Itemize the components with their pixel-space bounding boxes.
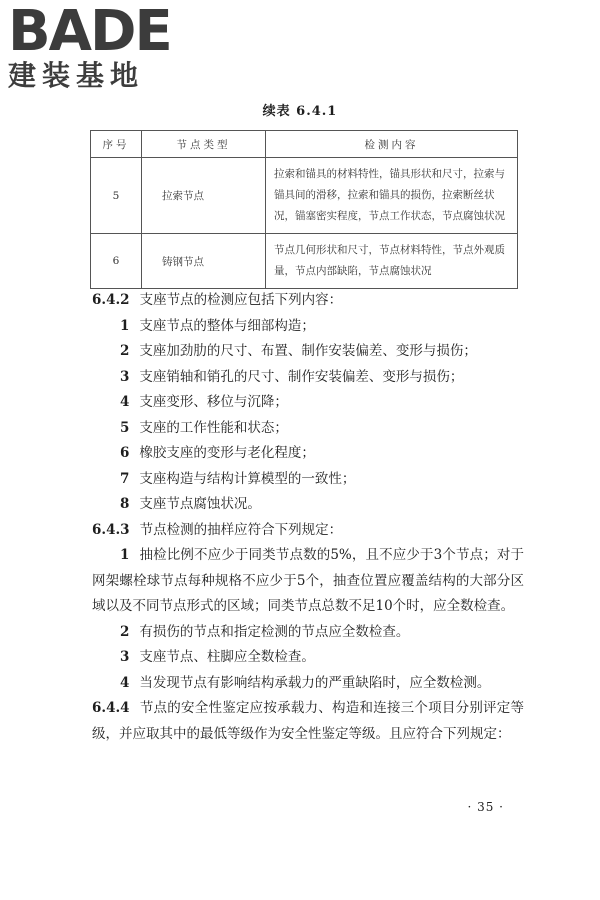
- clause-6-4-2: [92, 288, 524, 314]
- row-num: 5: [91, 158, 142, 234]
- item-text: 支座变形、移位与沉降；: [139, 394, 288, 410]
- clause-text: 节点的安全性鉴定应按承载力、构造和连接三个项目分别评定等级，并应取其中的最低等级作为安全性鉴定等级。且应符合下列规定：: [92, 700, 524, 742]
- item-text: 支座节点、柱脚应全数检查。: [139, 649, 315, 665]
- list-item: [92, 492, 524, 518]
- logo: [8, 2, 208, 92]
- item-text: 有损伤的节点和指定检测的节点应全数检查。: [139, 623, 410, 640]
- header-type: 节点类型: [142, 131, 266, 158]
- clause-6-4-4: [92, 696, 524, 747]
- clause-number: 6.4.2: [92, 292, 130, 308]
- list-item: [92, 543, 524, 620]
- row-content: 拉索和锚具的材料特性，锚具形状和尺寸，拉索与锚具间的滑移，拉索和锚具的损伤，拉索断丝状况，锚塞密实程度，节点工作状态，节点腐蚀状况: [266, 158, 518, 234]
- item-text: 当发现节点有影响结构承载力的严重缺陷时，应全数检测。: [139, 674, 491, 691]
- row-content: 节点几何形状和尺寸，节点材料特性，节点外观质量，节点内部缺陷，节点腐蚀状况: [266, 234, 518, 289]
- row-num: 6: [91, 234, 142, 289]
- item-text: 支座节点腐蚀状况。: [139, 496, 261, 512]
- item-text: 支座销轴和销孔的尺寸、制作安装偏差、变形与损伤；: [139, 368, 464, 385]
- item-text: 橡胶支座的变形与老化程度；: [139, 445, 315, 461]
- list-item: [92, 467, 524, 493]
- item-number: 1: [120, 547, 130, 563]
- table-header-row: [91, 131, 518, 158]
- clause-6-4-3: [92, 518, 524, 544]
- list-item: [92, 645, 524, 671]
- list-item: [92, 416, 524, 442]
- list-item: [92, 671, 524, 697]
- item-number: 8: [120, 496, 130, 512]
- item-text: 支座构造与结构计算模型的一致性；: [139, 470, 356, 487]
- page-number: · 35 ·: [467, 800, 504, 814]
- item-number: 3: [120, 368, 130, 385]
- clause-text: 支座节点的检测应包括下列内容：: [139, 292, 343, 308]
- item-number: 4: [120, 674, 130, 691]
- item-number: 2: [120, 343, 130, 359]
- item-number: 1: [120, 317, 130, 334]
- item-number: 7: [120, 470, 130, 487]
- table-caption: 续表 6.4.1: [262, 104, 338, 119]
- list-item: [92, 620, 524, 646]
- list-item: [92, 365, 524, 391]
- list-item: [92, 441, 524, 467]
- table-row: [91, 158, 518, 234]
- list-item: [92, 390, 524, 416]
- logo-subtitle: 建装基地: [8, 59, 145, 92]
- continued-table: [90, 130, 518, 289]
- item-number: 4: [120, 394, 130, 410]
- item-text: 支座加劲肋的尺寸、布置、制作安装偏差、变形与损伤；: [139, 343, 477, 359]
- table-row: [91, 234, 518, 289]
- item-text: 支座节点的整体与细部构造；: [139, 317, 315, 334]
- item-number: 3: [120, 649, 130, 665]
- clause-number: 6.4.4: [92, 700, 130, 716]
- row-type: 拉索节点: [142, 158, 266, 234]
- clause-number: 6.4.3: [92, 521, 130, 538]
- header-content: 检测内容: [266, 131, 518, 158]
- body-text: [92, 288, 524, 747]
- item-number: 5: [120, 419, 130, 436]
- item-number: 2: [120, 623, 130, 640]
- item-text: 抽检比例不应少于同类节点数的5%，且不应少于3个节点；对于网架螺栓球节点每种规格不应少于5个，抽查位置应覆盖结构的大部分区域以及不同节点形式的区域；同类节点总数不足10个时，应全数检查。: [92, 547, 524, 614]
- row-type: 铸钢节点: [142, 234, 266, 289]
- list-item: [92, 314, 524, 340]
- item-number: 6: [120, 445, 130, 461]
- item-text: 支座的工作性能和状态；: [139, 419, 288, 436]
- header-num: 序号: [91, 131, 142, 158]
- logo-wordmark: BADE: [8, 0, 171, 64]
- clause-text: 节点检测的抽样应符合下列规定：: [139, 521, 343, 538]
- list-item: [92, 339, 524, 365]
